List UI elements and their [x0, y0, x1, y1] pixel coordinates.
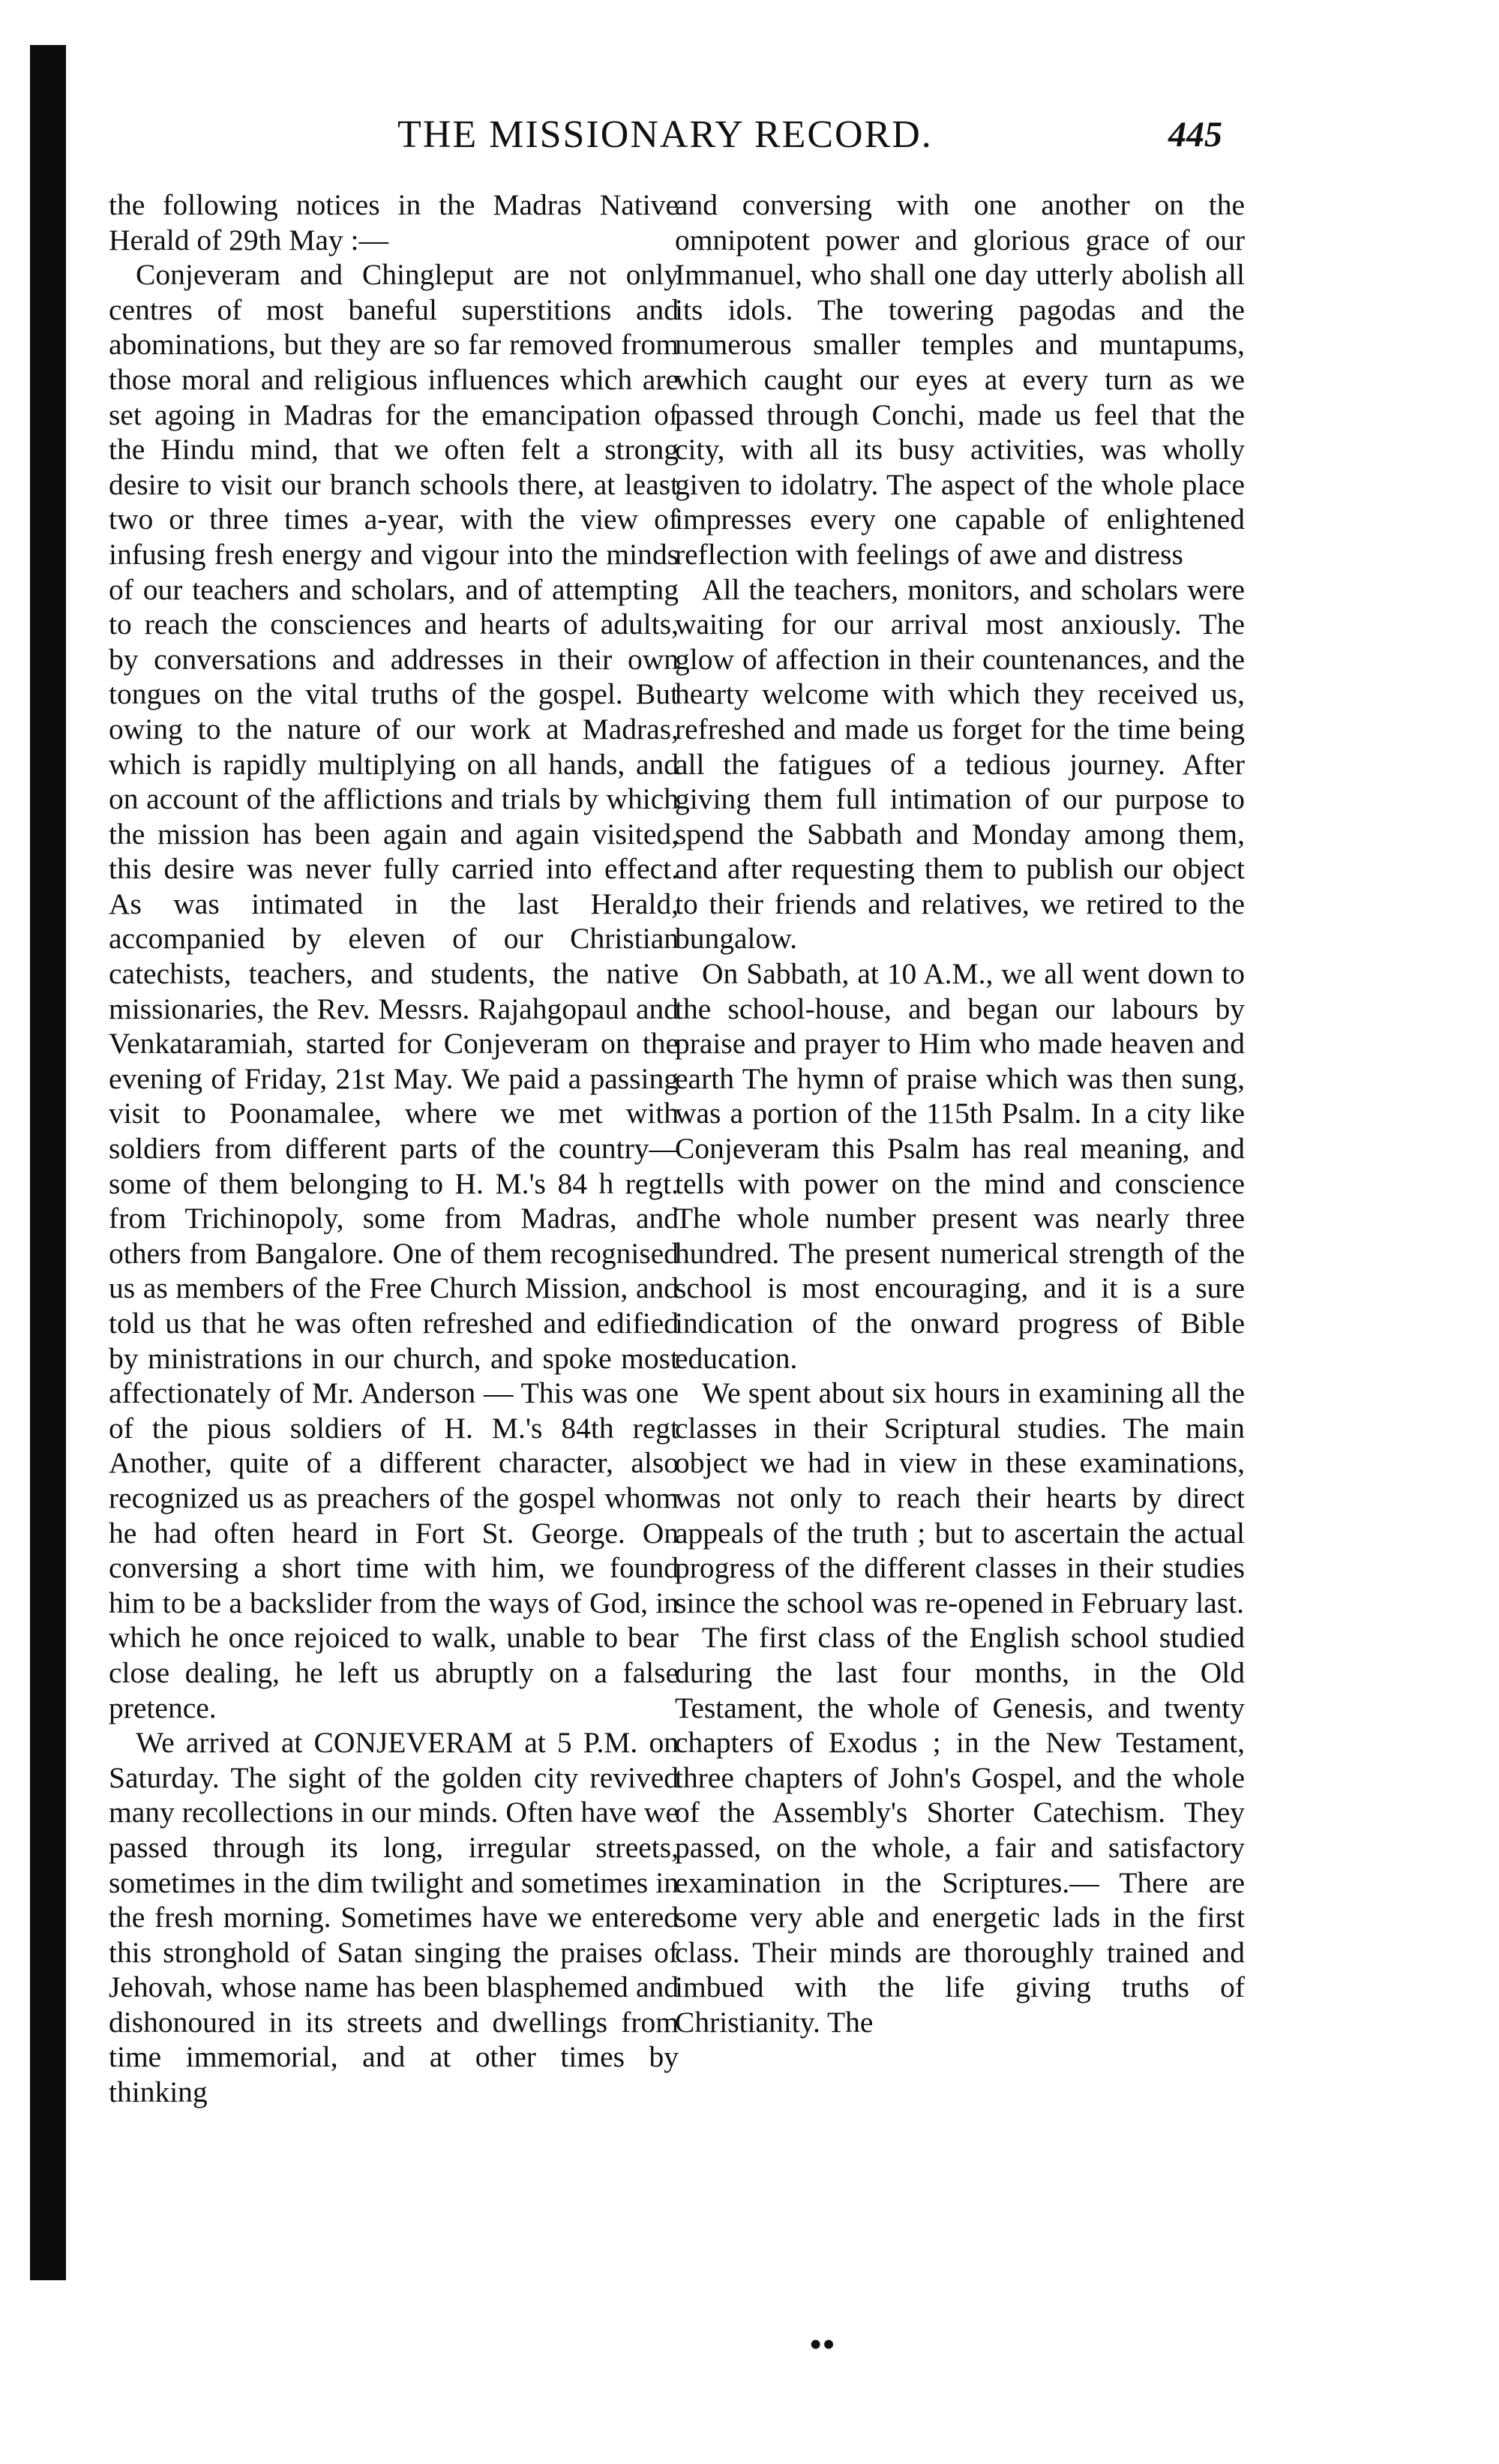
running-title: THE MISSIONARY RECORD.	[397, 113, 933, 156]
binding-edge	[30, 45, 66, 2280]
signature-mark: ••	[810, 2326, 836, 2363]
paragraph: We spent about six hours in examining all the classes in their Scriptural studies. The main object we had in view in these examinations, was not only to reach their hearts by direct appeals of the truth ; but to ascertain the actual progress of the different classes in their studies since the school was re-opened in February last.	[675, 1376, 1245, 1619]
left-column	[109, 188, 679, 2273]
paragraph: All the teachers, monitors, and scholars were waiting for our arrival most anxiously. The glow of affection in their countenances, and the hearty welcome with which they received us, refreshed and made us forget for the time being all the fatigues of a tedious journey. After giving them full intimation of our purpose to spend the Sabbath and Monday among them, and after requesting them to publish our object to their friends and relatives, we retired to the bungalow.	[675, 572, 1245, 956]
paragraph: Conjeveram and Chingleput are not only centres of most baneful superstitions and abominations, but they are so far removed from those moral and religious influences which are set agoing in Madras for the emancipation of the Hindu mind, that we often felt a strong desire to visit our branch schools there, at least two or three times a-year, with the view of infusing fresh energy and vigour into the minds of our teachers and scholars, and of attempting to reach the consciences and hearts of adults, by conversations and addresses in their own tongues on the vital truths of the gospel. But owing to the nature of our work at Madras, which is rapidly multiplying on all hands, and on account of the afflictions and trials by which the mission has been again and again visited, this desire was never fully carried into effect. As was intimated in the last Herald, accompanied by eleven of our Christian catechists, teachers, and students, the native missionaries, the Rev. Messrs. Rajahgopaul and Venkataramiah, started for Conjeveram on the evening of Friday, 21st May. We paid a passing visit to Poonamalee, where we met with soldiers from different parts of the country—some of them belonging to H. M.'s 84 h regt. from Trichinopoly, some from Madras, and others from Bangalore. One of them recognised us as members of the Free Church Mission, and told us that he was often refreshed and edified by ministrations in our church, and spoke most affectionately of Mr. Anderson — This was one of the pious soldiers of H. M.'s 84th regt Another, quite of a different character, also recognized us as preachers of the gospel whom he had often heard in Fort St. George. On conversing a short time with him, we found him to be a backslider from the ways of God, in which he once rejoiced to walk, unable to bear close dealing, he left us abruptly on a false pretence.	[109, 258, 679, 1724]
paragraph: and conversing with one another on the omnipotent power and glorious grace of our Immanuel, who shall one day utterly abolish all its idols. The towering pagodas and the numerous smaller temples and muntapums, which caught our eyes at every turn as we passed through Conchi, made us feel that the city, with all its busy activities, was wholly given to idolatry. The aspect of the whole place impresses every one capable of enlightened reflection with feelings of awe and distress	[675, 188, 1245, 571]
page-number: 445	[1168, 115, 1222, 155]
paragraph: The first class of the English school studied during the last four months, in the Old Testament, the whole of Genesis, and twenty chapters of Exodus ; in the New Testament, three chapters of John's Gospel, and the whole of the Assembly's Shorter Catechism. They passed, on the whole, a fair and satisfactory examination in the Scriptures.— There are some very able and energetic lads in the first class. Their minds are thoroughly trained and imbued with the life giving truths of Christianity. The	[675, 1621, 1245, 2039]
paragraph: We arrived at CONJEVERAM at 5 P.M. on Saturday. The sight of the golden city revived many recollections in our minds. Often have we passed through its long, irregular streets, sometimes in the dim twilight and sometimes in the fresh morning. Sometimes have we entered this stronghold of Satan singing the praises of Jehovah, whose name has been blasphemed and dishonoured in its streets and dwellings from time immemorial, and at other times by thinking	[109, 1726, 679, 2109]
paragraph: On Sabbath, at 10 A.M., we all went down to the school-house, and began our labours by praise and prayer to Him who made heaven and earth The hymn of praise which was then sung, was a portion of the 115th Psalm. In a city like Conjeveram this Psalm has real meaning, and tells with power on the mind and conscience The whole number present was nearly three hundred. The present numerical strength of the school is most encouraging, and it is a sure indication of the onward progress of Bible education.	[675, 957, 1245, 1375]
right-column	[675, 188, 1245, 2273]
page-header	[112, 113, 1237, 173]
paragraph: the following notices in the Madras Native Herald of 29th May :—	[109, 188, 679, 257]
